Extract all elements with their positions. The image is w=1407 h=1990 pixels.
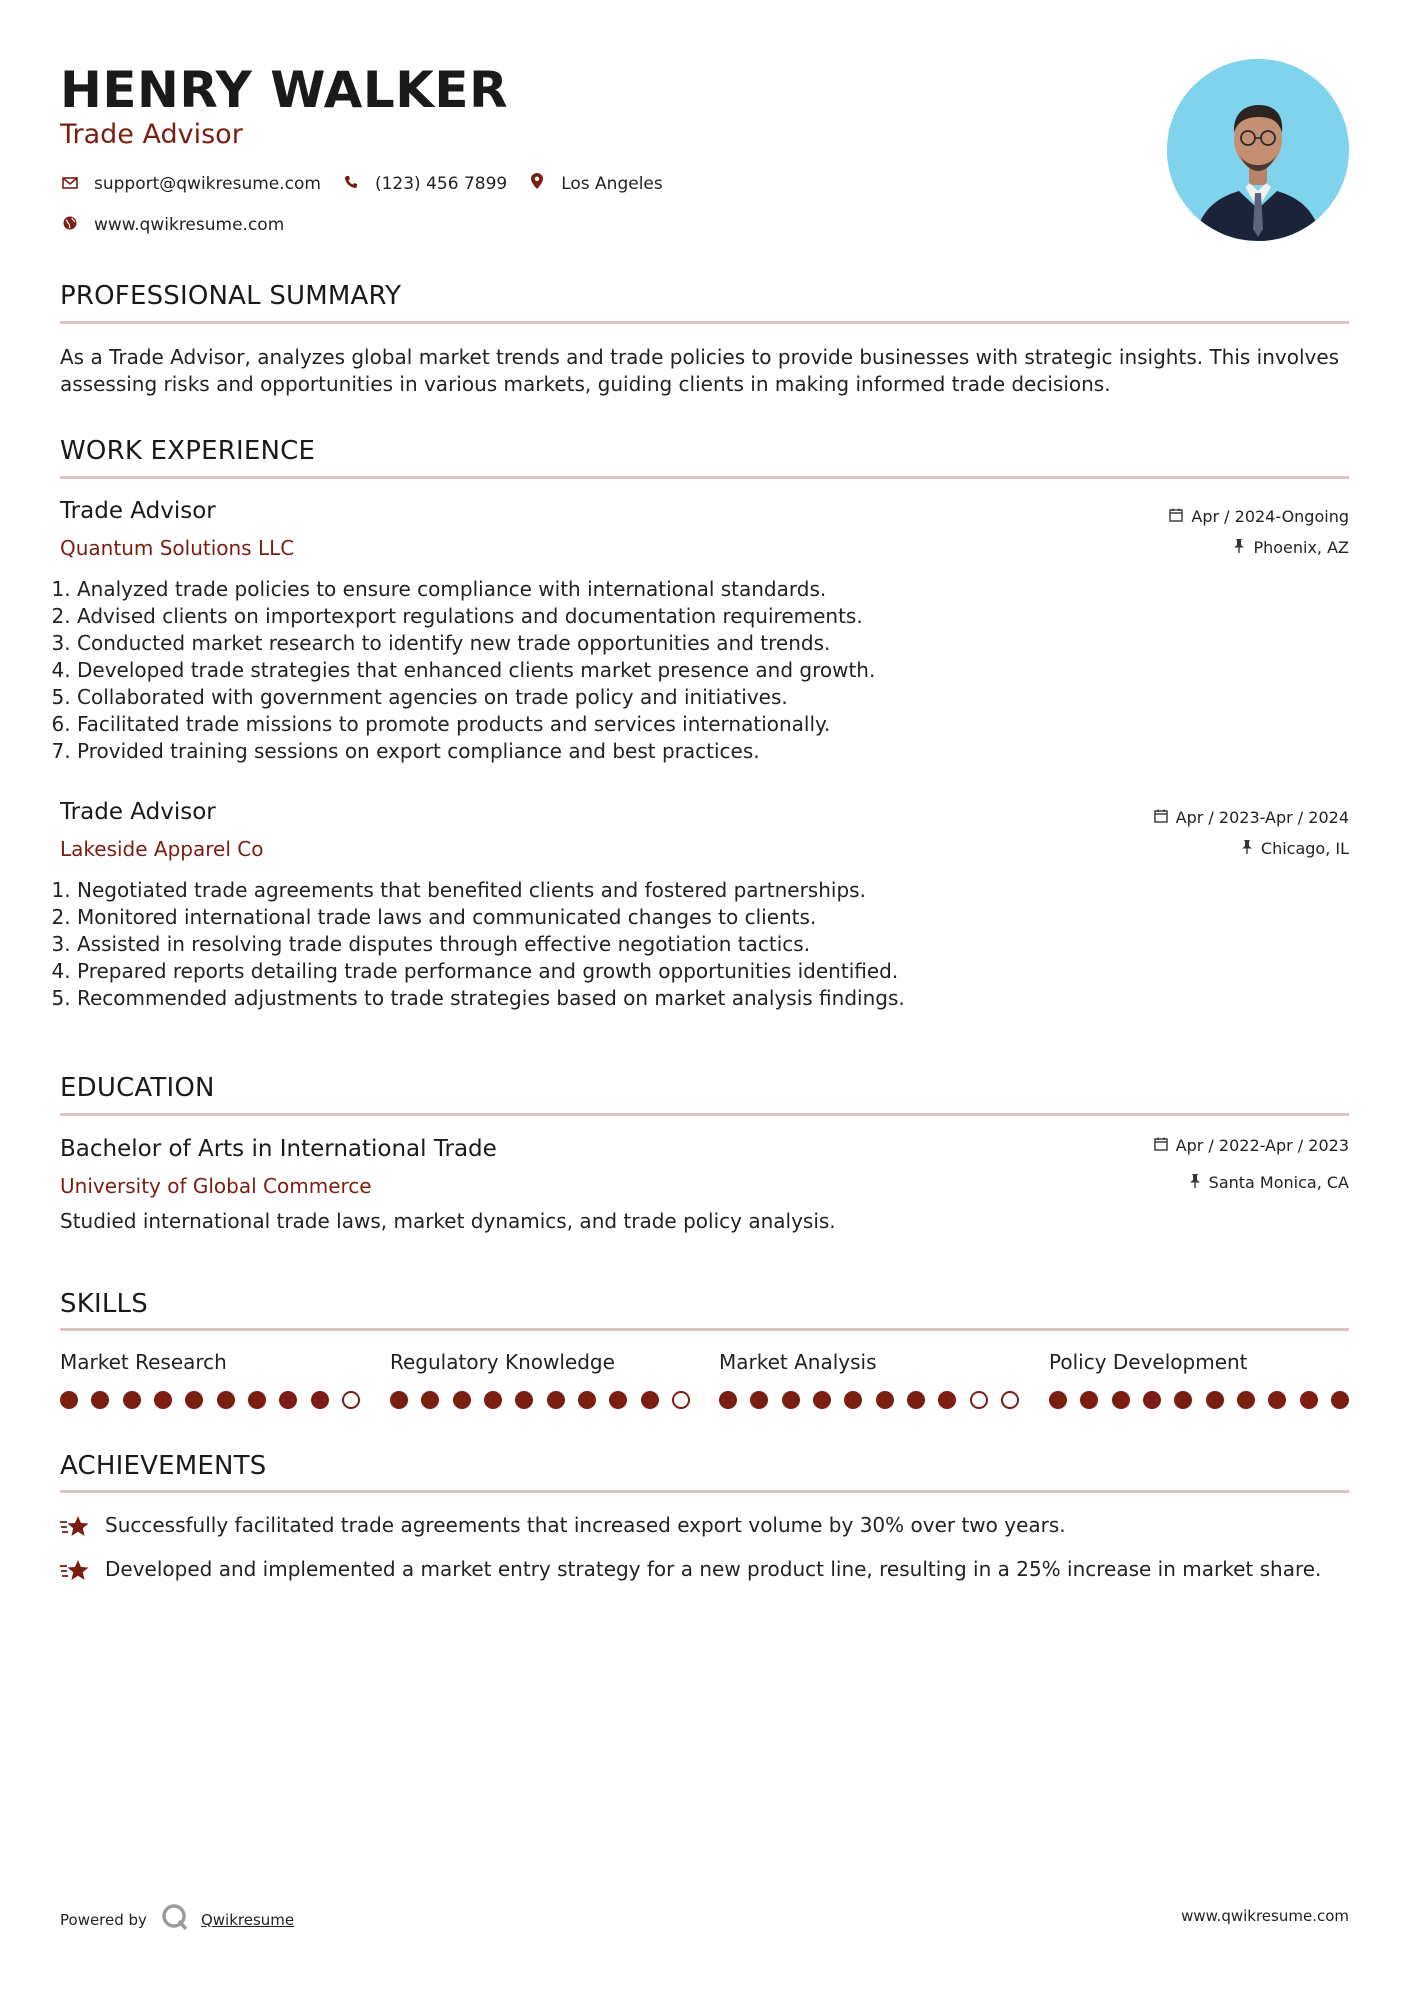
job-dates-text: Apr / 2023-Apr / 2024 — [1175, 808, 1349, 827]
skill-dot-filled — [1300, 1391, 1318, 1409]
skill-dot-filled — [1237, 1391, 1255, 1409]
education-location-text: Santa Monica, CA — [1208, 1173, 1349, 1192]
phone-icon — [341, 173, 361, 195]
job-dates — [1154, 807, 1349, 829]
job-location — [1241, 838, 1349, 860]
pushpin-icon — [1241, 838, 1253, 860]
job-location-text: Phoenix, AZ — [1253, 538, 1349, 557]
job-dates — [1169, 506, 1349, 528]
list-item: 4. Developed trade strategies that enhanced clients market presence and growth. — [77, 657, 1277, 684]
qwikresume-logo-icon — [161, 1903, 189, 1936]
company-name: Quantum Solutions LLC — [60, 536, 295, 560]
footer-url[interactable]: www.qwikresume.com — [1181, 1907, 1349, 1925]
skill-dot-filled — [1268, 1391, 1286, 1409]
skill-dot-filled — [844, 1391, 862, 1409]
pushpin-icon — [1189, 1172, 1201, 1194]
skill-item — [390, 1349, 690, 1409]
skill-rating — [719, 1391, 1019, 1409]
skill-rating — [60, 1391, 360, 1409]
skill-dot-filled — [1049, 1391, 1067, 1409]
list-item: 2. Advised clients on importexport regulations and documentation requirements. — [77, 603, 1277, 630]
summary-text: As a Trade Advisor, analyzes global market trends and trade policies to provide businesses with strategic insights. This involves assessing risks and opportunities in various markets, guiding clients in making informed trade decisions. — [60, 345, 1340, 396]
skill-dot-empty — [1001, 1391, 1019, 1409]
star-icon — [60, 1514, 90, 1547]
section-divider — [60, 1328, 1349, 1331]
skill-dot-filled — [1174, 1391, 1192, 1409]
skill-dot-filled — [390, 1391, 408, 1409]
section-divider — [60, 476, 1349, 479]
pushpin-icon — [1233, 537, 1245, 559]
section-heading-achievements: ACHIEVEMENTS — [60, 1451, 267, 1481]
degree-name: Bachelor of Arts in International Trade — [60, 1136, 497, 1162]
skill-dot-filled — [217, 1391, 235, 1409]
list-item: 2. Monitored international trade laws and communicated changes to clients. — [77, 904, 1277, 931]
list-item: 1. Negotiated trade agreements that benefited clients and fostered partnerships. — [77, 877, 1277, 904]
skill-dot-filled — [515, 1391, 533, 1409]
skill-dot-filled — [1112, 1391, 1130, 1409]
calendar-icon — [1154, 1135, 1168, 1157]
skill-dot-filled — [154, 1391, 172, 1409]
skill-dot-filled — [719, 1391, 737, 1409]
skill-item — [60, 1349, 360, 1409]
contact-phone[interactable]: (123) 456 7899 — [374, 174, 508, 194]
contact-location: Los Angeles — [561, 174, 663, 194]
globe-icon — [60, 214, 80, 236]
skill-dot-filled — [609, 1391, 627, 1409]
skill-dot-filled — [813, 1391, 831, 1409]
education-description: Studied international trade laws, market dynamics, and trade policy analysis. — [60, 1209, 836, 1233]
job-bullets — [60, 576, 1277, 765]
skill-name: Market Analysis — [719, 1350, 877, 1374]
calendar-icon — [1154, 807, 1168, 829]
section-divider — [60, 1490, 1349, 1493]
skill-dot-filled — [123, 1391, 141, 1409]
skill-dot-filled — [311, 1391, 329, 1409]
job-location — [1233, 537, 1349, 559]
skill-dot-filled — [484, 1391, 502, 1409]
contact-website[interactable]: www.qwikresume.com — [94, 215, 285, 235]
list-item: 1. Analyzed trade policies to ensure compliance with international standards. — [77, 576, 1277, 603]
skill-dot-filled — [1080, 1391, 1098, 1409]
skill-item — [719, 1349, 1019, 1409]
section-heading-experience: WORK EXPERIENCE — [60, 436, 316, 466]
achievement-item — [60, 1556, 1349, 1591]
education-dates-text: Apr / 2022-Apr / 2023 — [1175, 1136, 1349, 1155]
skill-dot-empty — [342, 1391, 360, 1409]
job-title: Trade Advisor — [60, 799, 216, 825]
achievement-text: Successfully facilitated trade agreements that increased export volume by 30% over two years. — [105, 1513, 1066, 1537]
section-heading-education: EDUCATION — [60, 1073, 215, 1103]
skill-rating — [1049, 1391, 1349, 1409]
skill-dot-filled — [421, 1391, 439, 1409]
list-item: 5. Recommended adjustments to trade strategies based on market analysis findings. — [77, 985, 1277, 1012]
job-title: Trade Advisor — [60, 498, 216, 524]
skill-name: Regulatory Knowledge — [390, 1350, 615, 1374]
candidate-title: Trade Advisor — [60, 119, 243, 150]
skill-item — [1049, 1349, 1349, 1409]
skill-dot-filled — [1206, 1391, 1224, 1409]
skill-dot-filled — [1143, 1391, 1161, 1409]
achievement-item — [60, 1512, 1349, 1547]
school-name: University of Global Commerce — [60, 1174, 372, 1198]
skill-dot-filled — [91, 1391, 109, 1409]
section-heading-summary: PROFESSIONAL SUMMARY — [60, 281, 402, 311]
candidate-name: HENRY WALKER — [60, 61, 509, 119]
profile-photo — [1167, 59, 1349, 241]
job-dates-text: Apr / 2024-Ongoing — [1191, 507, 1349, 526]
achievement-text: Developed and implemented a market entry strategy for a new product line, resulting in a 25% increase in market share. — [105, 1557, 1322, 1581]
skill-name: Market Research — [60, 1350, 227, 1374]
list-item: 3. Assisted in resolving trade disputes through effective negotiation tactics. — [77, 931, 1277, 958]
skill-dot-filled — [907, 1391, 925, 1409]
skill-dot-filled — [185, 1391, 203, 1409]
powered-by-label: Powered by — [60, 1910, 147, 1929]
calendar-icon — [1169, 506, 1183, 528]
list-item: 6. Facilitated trade missions to promote products and services internationally. — [77, 711, 1277, 738]
contact-email[interactable]: support@qwikresume.com — [94, 174, 321, 194]
skill-dot-filled — [60, 1391, 78, 1409]
section-divider — [60, 1113, 1349, 1116]
skill-dot-filled — [750, 1391, 768, 1409]
map-pin-icon — [527, 173, 547, 195]
skill-name: Policy Development — [1049, 1350, 1248, 1374]
list-item: 4. Prepared reports detailing trade performance and growth opportunities identified. — [77, 958, 1277, 985]
footer-brand — [60, 1903, 294, 1936]
skill-dot-empty — [672, 1391, 690, 1409]
skill-dot-filled — [248, 1391, 266, 1409]
skill-dot-filled — [876, 1391, 894, 1409]
list-item: 5. Collaborated with government agencies on trade policy and initiatives. — [77, 684, 1277, 711]
skill-dot-filled — [1331, 1391, 1349, 1409]
education-dates — [1154, 1135, 1349, 1157]
skill-dot-filled — [578, 1391, 596, 1409]
skill-dot-empty — [970, 1391, 988, 1409]
envelope-icon — [60, 173, 80, 195]
company-name: Lakeside Apparel Co — [60, 837, 264, 861]
skill-dot-filled — [782, 1391, 800, 1409]
list-item: 3. Conducted market research to identify new trade opportunities and trends. — [77, 630, 1277, 657]
contact-row — [60, 173, 663, 195]
skill-dot-filled — [938, 1391, 956, 1409]
website-row — [60, 214, 284, 236]
skill-dot-filled — [279, 1391, 297, 1409]
star-icon — [60, 1558, 90, 1591]
job-location-text: Chicago, IL — [1260, 839, 1349, 858]
skill-rating — [390, 1391, 690, 1409]
section-divider — [60, 321, 1349, 324]
education-location — [1189, 1172, 1349, 1194]
footer-brand-link[interactable]: Qwikresume — [200, 1910, 295, 1929]
skill-dot-filled — [453, 1391, 471, 1409]
list-item: 7. Provided training sessions on export compliance and best practices. — [77, 738, 1277, 765]
section-heading-skills: SKILLS — [60, 1289, 148, 1319]
skill-dot-filled — [641, 1391, 659, 1409]
job-bullets — [60, 877, 1277, 1012]
skill-dot-filled — [547, 1391, 565, 1409]
